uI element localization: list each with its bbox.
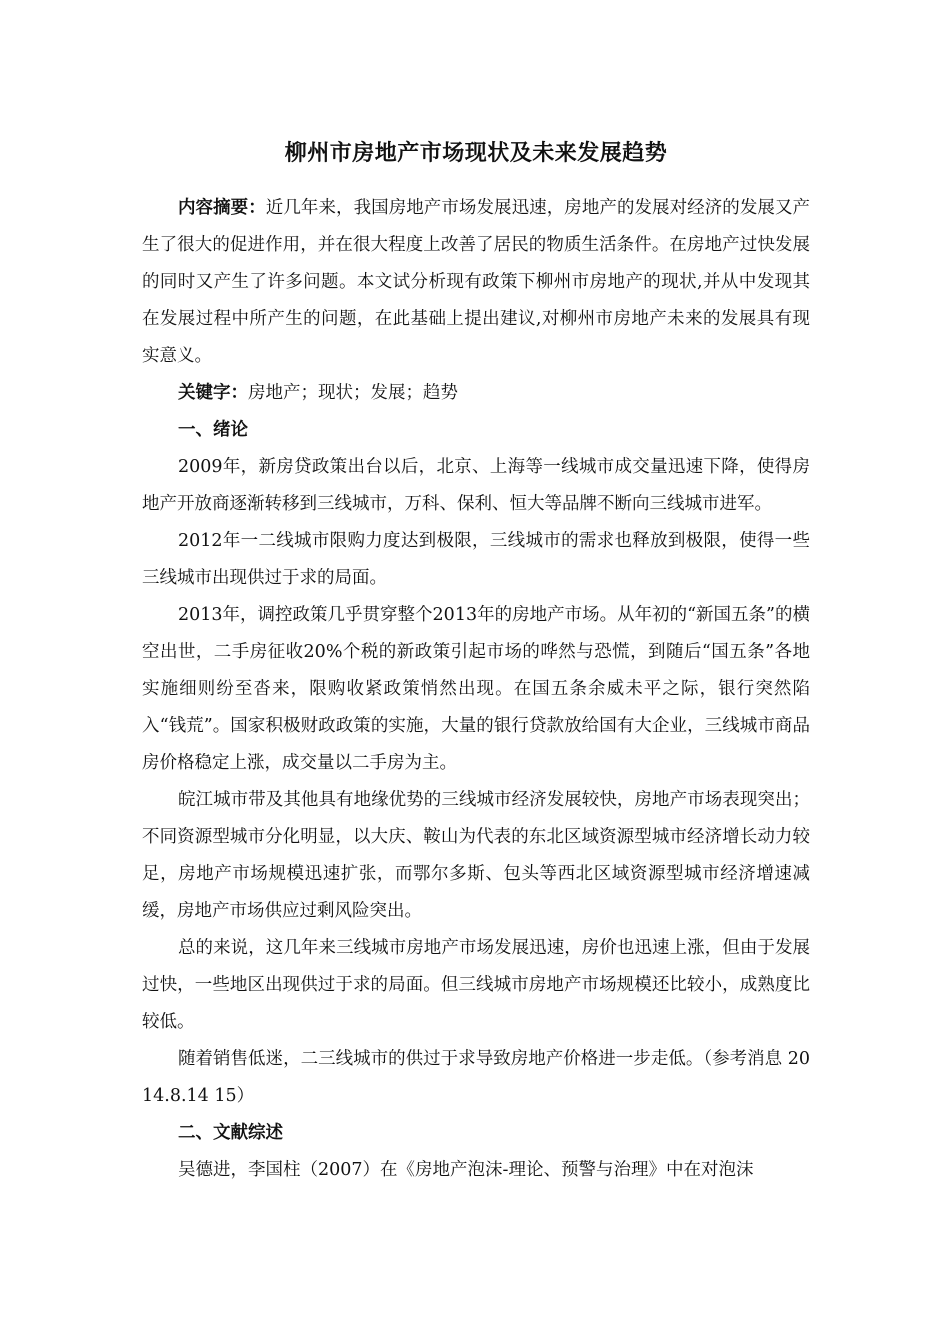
abstract-label: 内容摘要： (178, 198, 266, 218)
keywords-text: 房地产；现状；发展；趋势 (248, 383, 458, 403)
keywords-label: 关键字： (178, 383, 248, 403)
body-paragraph: 2012年一二线城市限购力度达到极限，三线城市的需求也释放到极限，使得一些三线城市出现供过于求的局面。 (142, 531, 810, 588)
body-paragraph: 2009年，新房贷政策出台以后，北京、上海等一线城市成交量迅速下降，使得房地产开放商逐渐转移到三线城市，万科、保利、恒大等品牌不断向三线城市进军。 (142, 457, 810, 514)
body-paragraph: 2013年，调控政策几乎贯穿整个2013年的房地产市场。从年初的“新国五条”的横空出世，二手房征收20%个税的新政策引起市场的哗然与恐慌，到随后“国五条”各地实施细则纷至沓来，限购收紧政策悄然出现。在国五条余威未平之际，银行突然陷入“钱荒”。国家积极财政政策的实施，大量的银行贷款放给国有大企业，三线城市商品房价格稳定上涨，成交量以二手房为主。 (142, 605, 810, 773)
document-title: 柳州市房地产市场现状及未来发展趋势 (284, 141, 668, 166)
body-paragraph: 皖江城市带及其他具有地缘优势的三线城市经济发展较快，房地产市场表现突出；不同资源型城市分化明显，以大庆、鞍山为代表的东北区域资源型城市经济增长动力较足，房地产市场规模迅速扩张，而鄂尔多斯、包头等西北区域资源型城市经济增速减缓，房地产市场供应过剩风险突出。 (142, 790, 810, 921)
abstract-text: 近几年来，我国房地产市场发展迅速，房地产的发展对经济的发展又产生了很大的促进作用，并在很大程度上改善了居民的物质生活条件。在房地产过快发展的同时又产生了许多问题。本文试分析现有政策下柳州市房地产的现状,并从中发现其在发展过程中所产生的问题，在此基础上提出建议,对柳州市房地产未来的发展具有现实意义。 (142, 198, 811, 366)
body-paragraph: 随着销售低迷，二三线城市的供过于求导致房地产价格进一步走低。（参考消息 2014.8.14 15） (142, 1049, 810, 1106)
section-heading-introduction: 一、绪论 (178, 420, 248, 440)
section-heading-literature-review: 二、文献综述 (178, 1123, 283, 1143)
document-body (142, 134, 810, 1189)
body-paragraph: 总的来说，这几年来三线城市房地产市场发展迅速，房价也迅速上涨，但由于发展过快，一些地区出现供过于求的局面。但三线城市房地产市场规模还比较小，成熟度比较低。 (142, 938, 810, 1032)
abstract-paragraph (142, 190, 810, 375)
keywords-paragraph (142, 375, 810, 412)
body-paragraph: 吴德进，李国柱（2007）在《房地产泡沫-理论、预警与治理》中在对泡沫 (178, 1160, 754, 1180)
